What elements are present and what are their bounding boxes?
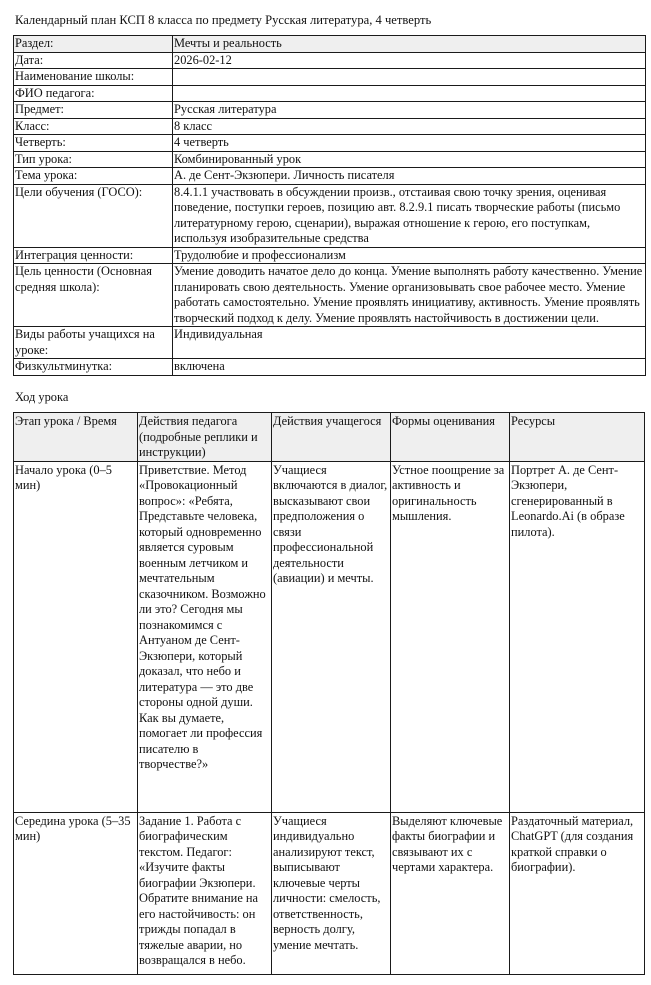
info-key: Предмет: (14, 102, 173, 119)
info-value: Русская литература (173, 102, 646, 119)
info-value: 8.4.1.1 участвовать в обсуждении произв., отстаивая свою точку зрения, оценивая поведение, поступки героев, позицию авт. 8.2.9.1 писать творческие работы (письмо литературному герою, сценарии), выражая отношение к герою, его поступкам, используя изобразительные средства (173, 184, 646, 247)
info-value: 4 четверть (173, 135, 646, 152)
info-row-work-types (14, 327, 646, 359)
info-value: А. де Сент-Экзюпери. Личность писателя (173, 168, 646, 185)
info-value (173, 69, 646, 86)
info-value: 2026-02-12 (173, 52, 646, 69)
info-value: включена (173, 359, 646, 376)
info-row-learning-goals (14, 184, 646, 247)
resources-cell: Раздаточный материал, ChatGPT (для создания краткой справки о биографии). (510, 812, 645, 974)
info-row-school (14, 69, 646, 86)
info-value: 8 класс (173, 118, 646, 135)
info-row-teacher (14, 85, 646, 102)
info-key: Интеграция ценности: (14, 247, 173, 264)
info-row-lesson-type (14, 151, 646, 168)
info-key: Цель ценности (Основная средняя школа): (14, 264, 173, 327)
info-key: Дата: (14, 52, 173, 69)
info-key: Наименование школы: (14, 69, 173, 86)
info-key: Класс: (14, 118, 173, 135)
info-row-quarter (14, 135, 646, 152)
info-key: Виды работы учащихся на уроке: (14, 327, 173, 359)
info-value (173, 85, 646, 102)
lesson-table-header (14, 413, 645, 462)
lesson-info-table (13, 35, 646, 376)
student-actions-cell: Учащиеся включаются в диалог, высказывают свои предположения о связи профессиональной деятельности (авиации) и мечты. (272, 461, 391, 812)
info-key: Тема урока: (14, 168, 173, 185)
document-title: Календарный план КСП 8 класса по предмету Русская литература, 4 четверть (15, 13, 432, 27)
column-header-assessment: Формы оценивания (391, 413, 510, 462)
student-actions-cell: Учащиеся индивидуально анализируют текст, выписывают ключевые черты личности: смелость, ответственность, верность долгу, умение мечтать. (272, 812, 391, 974)
stage-cell: Середина урока (5–35 мин) (14, 812, 138, 974)
teacher-actions-cell: Задание 1. Работа с биографическим текстом. Педагог: «Изучите факты биографии Экзюпери. Обратите внимание на его настойчивость: он трижды попадал в тяжелые аварии, но возвращался в небо. (138, 812, 272, 974)
info-key: Цели обучения (ГОСО): (14, 184, 173, 247)
resources-cell: Портрет А. де Сент-Экзюпери, сгенерированный в Leonardo.Ai (в образе пилота). (510, 461, 645, 812)
column-header-stage: Этап урока / Время (14, 413, 138, 462)
column-header-teacher: Действия педагога (подробные реплики и инструкции) (138, 413, 272, 462)
lesson-flow-heading: Ход урока (15, 390, 69, 404)
info-key: ФИО педагога: (14, 85, 173, 102)
info-key: Тип урока: (14, 151, 173, 168)
info-row-class (14, 118, 646, 135)
teacher-actions-cell: Приветствие. Метод «Провокационный вопрос»: «Ребята, Представьте человека, который одновременно является суровым военным летчиком и мечтательным сказочником. Возможно ли это? Сегодня мы познакомимся с Антуаном де Сент-Экзюпери, который доказал, что небо и литература — это две стороны одной души. Как вы думаете, помогает ли профессия писателю в творчестве?» (138, 461, 272, 812)
info-value: Умение доводить начатое дело до конца. Умение выполнять работу качественно. Умение планировать свою деятельность. Умение организовывать свое рабочее место. Умение работать самостоятельно. Умение проявлять инициативу, активность. Умение проявлять творческий подход к делу. Умение проявлять настойчивость в достижении цели. (173, 264, 646, 327)
table-row (14, 812, 645, 974)
info-key: Четверть: (14, 135, 173, 152)
info-row-topic (14, 168, 646, 185)
info-row-value-goal (14, 264, 646, 327)
info-row-exercise-break (14, 359, 646, 376)
column-header-student: Действия учащегося (272, 413, 391, 462)
info-value: Трудолюбие и профессионализм (173, 247, 646, 264)
table-row (14, 461, 645, 812)
info-value: Индивидуальная (173, 327, 646, 359)
info-value: Комбинированный урок (173, 151, 646, 168)
info-row-value-integration (14, 247, 646, 264)
info-value: Мечты и реальность (173, 36, 646, 53)
assessment-cell: Выделяют ключевые факты биографии и связывают их с чертами характера. (391, 812, 510, 974)
info-row-subject (14, 102, 646, 119)
assessment-cell: Устное поощрение за активность и оригинальность мышления. (391, 461, 510, 812)
info-row-date (14, 52, 646, 69)
info-key: Раздел: (14, 36, 173, 53)
stage-cell: Начало урока (0–5 мин) (14, 461, 138, 812)
info-key: Физкультминутка: (14, 359, 173, 376)
lesson-flow-table (13, 412, 645, 975)
info-row-section (14, 36, 646, 53)
column-header-resources: Ресурсы (510, 413, 645, 462)
